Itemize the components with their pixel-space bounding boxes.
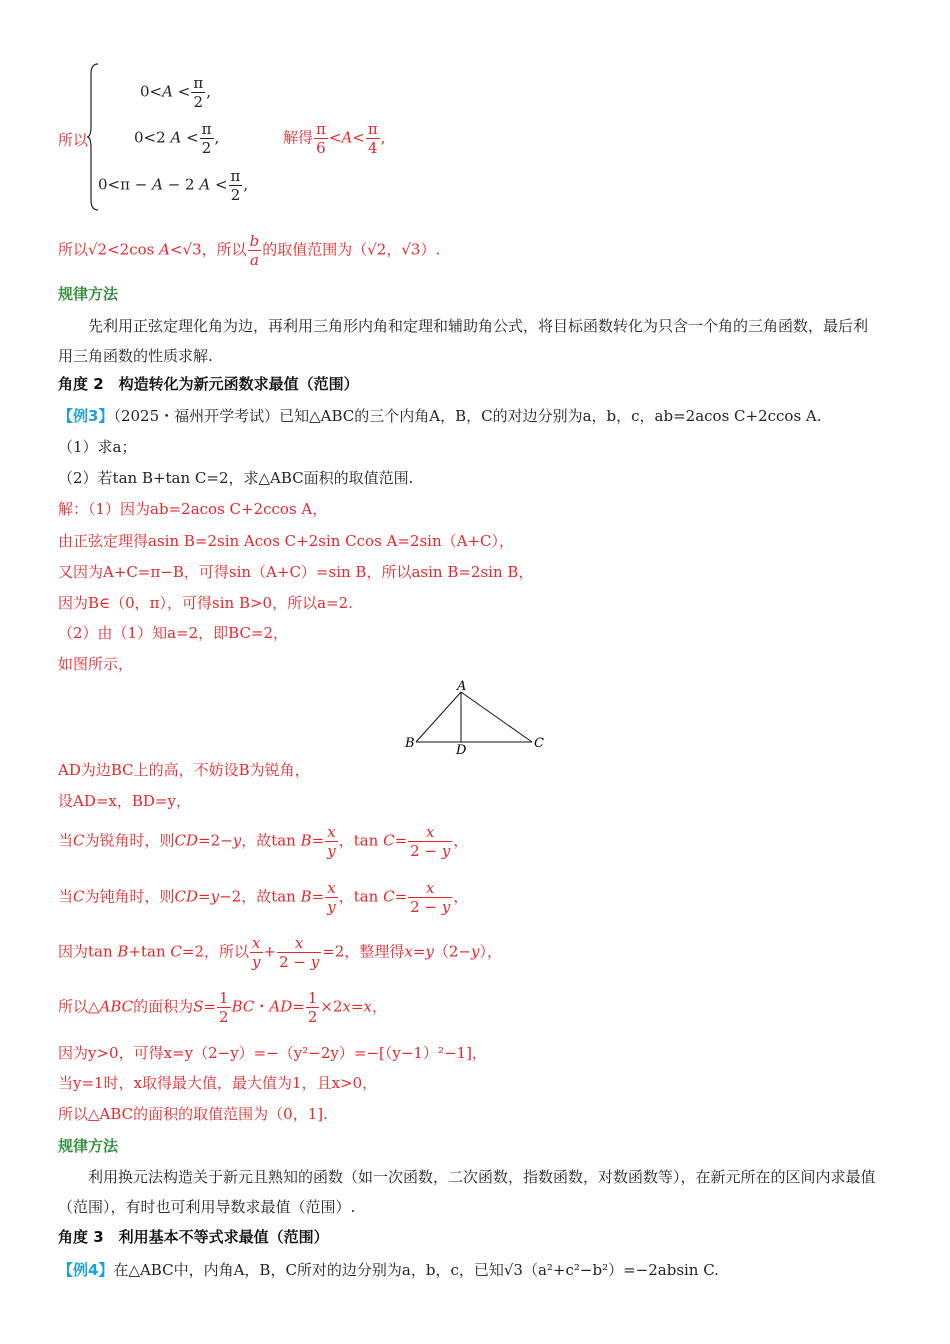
example-3-stem-line [58, 406, 822, 426]
system-result: 解得 $\frac{\pi}{6}$ <A< $\frac{\pi}{4}$ , [283, 120, 386, 157]
example-4-line [58, 1260, 719, 1280]
angle-2-title: 角度 2 构造转化为新元函数求最值（范围） [58, 375, 359, 393]
method-2-text: 利用换元法构造关于新元且熟知的函数（如一次函数，二次函数，指数函数，对数函数等），在新元所在的区间内求最值（范围），有时也可利用导数求最值（范围）. [58, 1168, 876, 1216]
solution-line-1: 解：（1）因为ab=2acos C+2ccos A， [58, 500, 328, 518]
solution-line-2: 由正弦定理得asin B=2sin Acos C+2sin Ccos A=2sin（A+C）， [58, 532, 515, 550]
system-result-label: 解得 [283, 128, 314, 147]
solution-line-7: AD为边BC上的高，不妨设B为锐角， [58, 761, 310, 779]
solution-line-9: 当C为锐角时，则CD=2−y，故tan B= $\frac{x}{y}$ ，tan C= $\frac{x}{2 - y}$ ， [58, 823, 469, 860]
solution-line-15: 所以△ABC的面积的取值范围为（0，1]. [58, 1105, 328, 1123]
example-4-stem: 在△ABC中，内角A，B，C所对的边分别为a，b，c，已知√3（a²+c²−b²）=−2absin C. [113, 1261, 719, 1279]
solution-line-5: （2）由（1）知a=2，即BC=2， [58, 624, 289, 642]
solution-line-13: 因为y>0，可得x=y（2−y）=−（y²−2y）=−[（y−1）²−1]， [58, 1044, 487, 1062]
triangle-figure [400, 678, 550, 758]
method-1-title: 规律方法 [58, 285, 119, 303]
system-row-3: 0<π − A − 2 A < $\frac{\pi}{2}$ , [98, 167, 249, 204]
label-b: B [405, 736, 415, 751]
system-row-1: 0<A < $\frac{\pi}{2}$ , [140, 74, 211, 111]
example-3-q1: （1）求a； [58, 438, 137, 456]
solution-line-11: 因为tan B+tan C=2，所以 $\frac{x}{y}$ + $\frac{x}{2 - y}$ =2，整理得x=y（2−y）， [58, 934, 502, 971]
system-prefix: 所以 [58, 131, 89, 149]
method-1-text: 先利用正弦定理化角为边，再利用三角形内角和定理和辅助角公式，将目标函数转化为只含一个角的三角函数，最后利用三角函数的性质求解. [58, 317, 869, 365]
conclusion-1: 所以√2<2cos A<√3，所以 $\frac{b}{a}$ 的取值范围为（√2，√3）. [58, 232, 441, 269]
example-3-tag: 【例3】 [58, 407, 114, 425]
label-a: A [457, 679, 467, 694]
solution-line-6: 如图所示， [58, 655, 134, 673]
label-d: D [456, 743, 467, 758]
side-ac [461, 692, 532, 742]
method-2-title: 规律方法 [58, 1137, 119, 1155]
label-c: C [534, 736, 544, 751]
solution-line-8: 设AD=x，BD=y， [58, 792, 191, 810]
angle-3-title: 角度 3 利用基本不等式求最值（范围） [58, 1228, 329, 1246]
solution-line-14: 当y=1时，x取得最大值，最大值为1，且x>0， [58, 1074, 378, 1092]
example-3-stem: （2025・福州开学考试）已知△ABC的三个内角A，B，C的对边分别为a，b，c，ab=2acos C+2ccos A. [113, 407, 822, 425]
solution-line-4: 因为B∈（0，π），可得sin B>0，所以a=2. [58, 594, 353, 612]
system-row-2: 0<2 A < $\frac{\pi}{2}$ , [134, 120, 220, 157]
example-3-q2: （2）若tan B+tan C=2，求△ABC面积的取值范围. [58, 469, 414, 487]
solution-line-12: 所以△ABC的面积为S= $\frac{1}{2}$ BC・AD= $\frac{1}{2}$ ×2x=x， [58, 989, 388, 1026]
example-4-tag: 【例4】 [58, 1261, 114, 1279]
side-ab [416, 692, 461, 742]
solution-line-3: 又因为A+C=π−B，可得sin（A+C）=sin B，所以asin B=2sin B， [58, 563, 534, 581]
solution-line-10: 当C为钝角时，则CD=y−2，故tan B= $\frac{x}{y}$ ，tan C= $\frac{x}{2 - y}$ ， [58, 879, 469, 916]
